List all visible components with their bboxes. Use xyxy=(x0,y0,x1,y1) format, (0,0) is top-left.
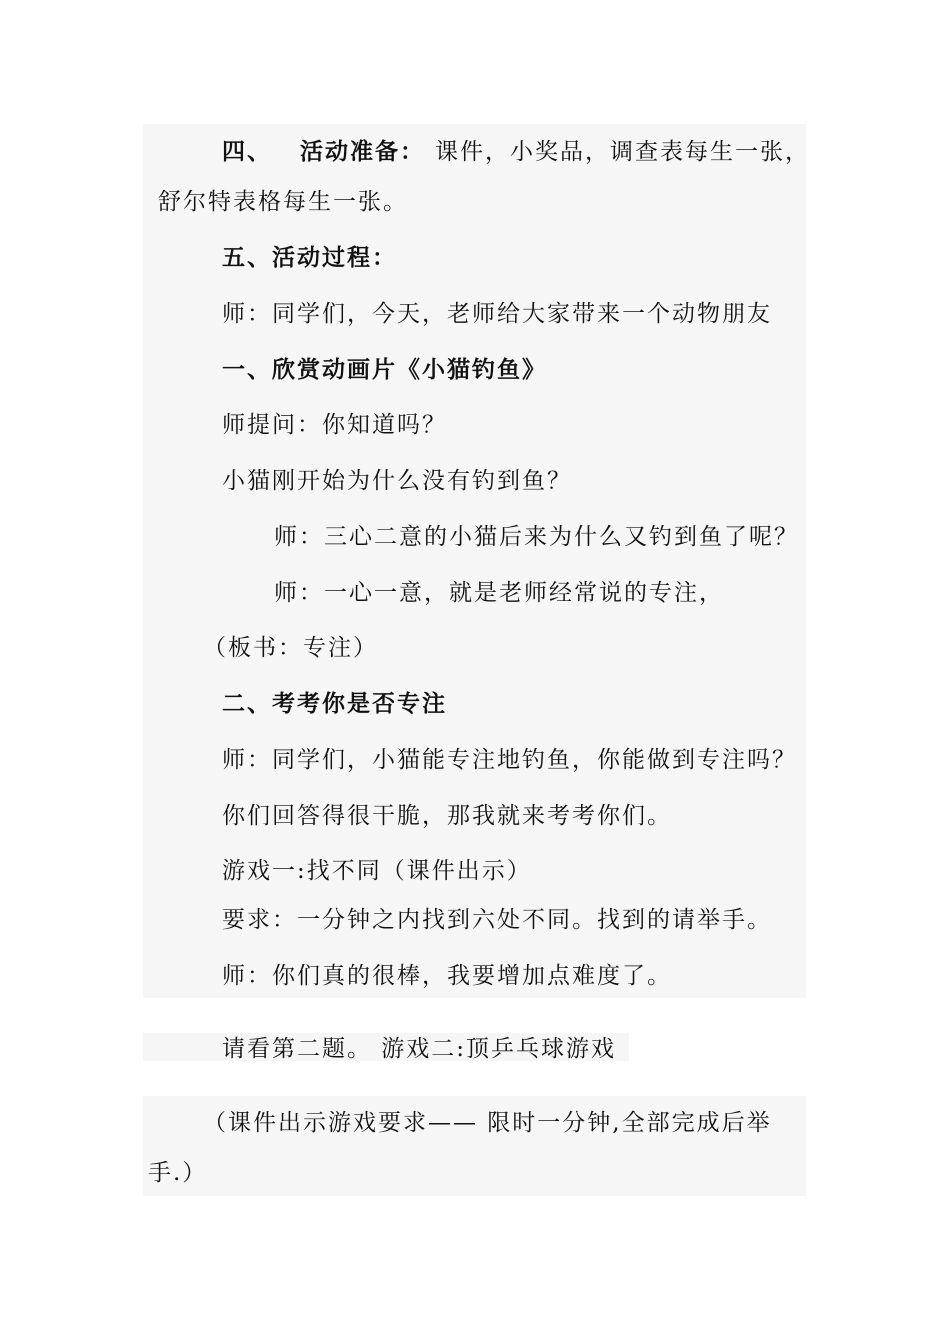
part3-courseware-end: 手.） xyxy=(148,1160,208,1186)
part2-requirement: 要求：一分钟之内找到六处不同。找到的请举手。 xyxy=(222,907,772,933)
section4-label: 活动准备： xyxy=(300,138,425,165)
part2-heading: 二、考考你是否专注 xyxy=(222,690,447,717)
part1-board-note: （板书：专注） xyxy=(203,635,378,661)
section5-heading: 五、活动过程： xyxy=(222,244,397,271)
part1-question1: 小猫刚开始为什么没有钓到鱼？ xyxy=(222,468,572,494)
part2-praise: 师：你们真的很棒，我要增加点难度了。 xyxy=(222,963,672,989)
part2-line2: 你们回答得很干脆，那我就来考考你们。 xyxy=(222,803,672,829)
part3-courseware: （课件出示游戏要求—— 限时一分钟,全部完成后举 xyxy=(203,1110,772,1136)
part1-question-lead: 师提问：你知道吗？ xyxy=(222,412,447,438)
section4-heading: 四、 xyxy=(222,138,272,165)
section4-continuation: 舒尔特表格每生一张。 xyxy=(158,189,408,215)
part3-next: 请看第二题。 游戏二:顶乒乓球游戏 xyxy=(222,1036,617,1062)
section4-text: 课件，小奖品，调查表每生一张， xyxy=(435,139,810,165)
part1-answer: 师：一心一意，就是老师经常说的专注， xyxy=(274,580,724,606)
section4-line xyxy=(222,136,810,168)
part2-line1: 师：同学们，小猫能专注地钓鱼，你能做到专注吗？ xyxy=(222,747,797,773)
intro-line: 师：同学们，今天，老师给大家带来一个动物朋友 xyxy=(222,301,772,327)
part1-question2: 师：三心二意的小猫后来为什么又钓到鱼了呢？ xyxy=(274,524,799,550)
part1-heading: 一、欣赏动画片《小猫钓鱼》 xyxy=(222,356,547,383)
part2-game1: 游戏一:找不同（课件出示） xyxy=(222,858,532,884)
